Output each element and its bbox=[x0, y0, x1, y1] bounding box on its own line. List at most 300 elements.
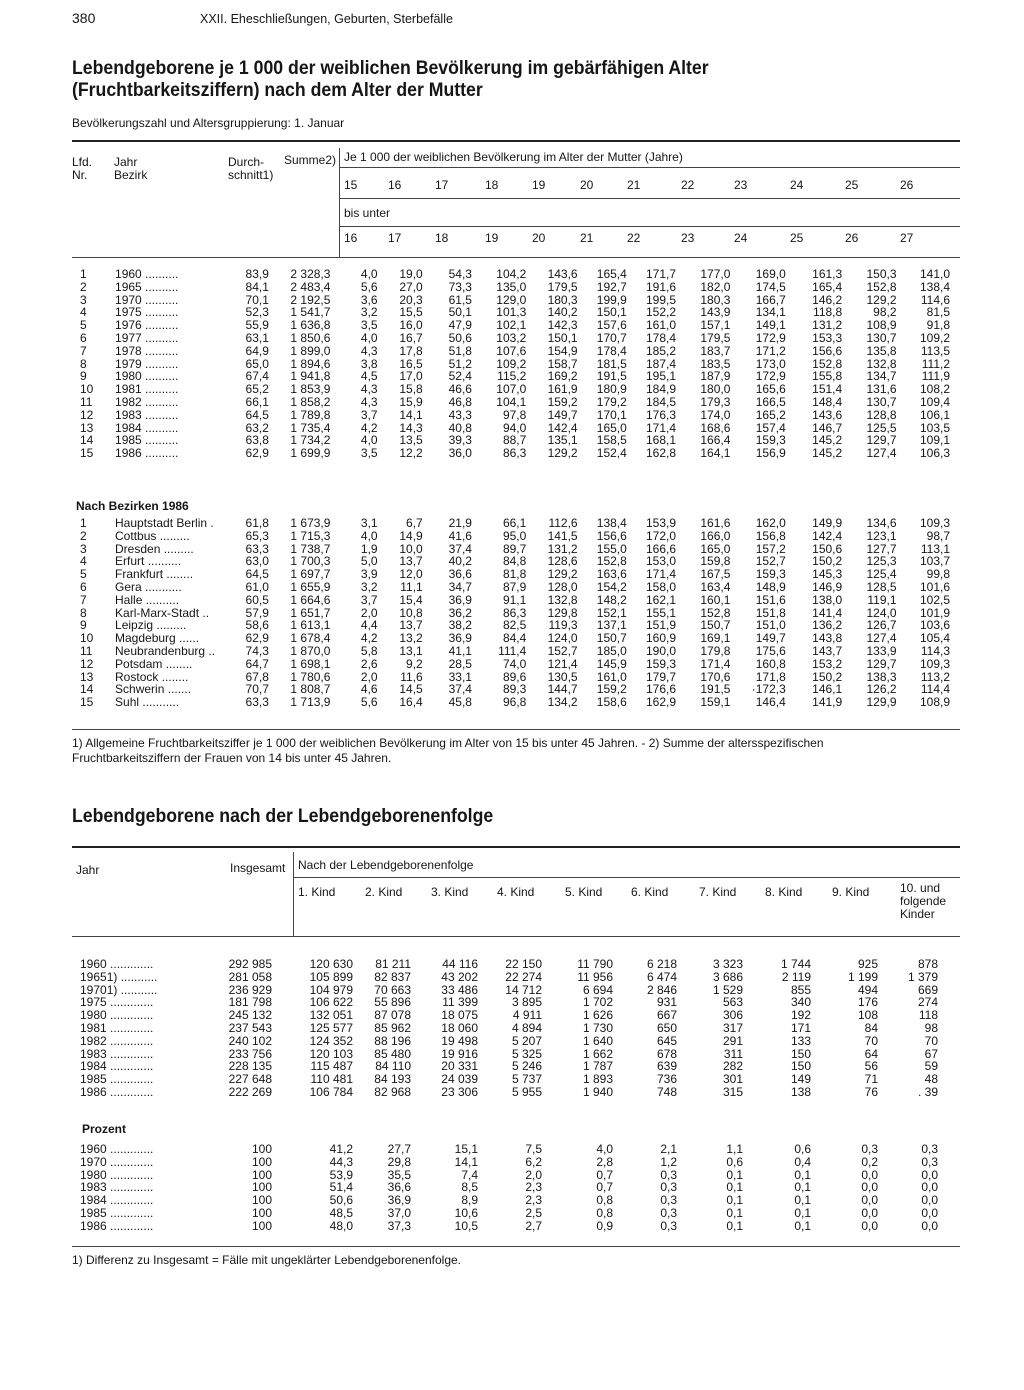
cell-value: 5 737 bbox=[511, 1072, 542, 1087]
cell-value: 138 bbox=[790, 1084, 811, 1099]
age-header-ages_from: 22 bbox=[681, 178, 695, 192]
cell-value: 165,0 bbox=[596, 420, 627, 435]
cell-value: 149 bbox=[790, 1072, 811, 1087]
cell-value: 4,4 bbox=[360, 618, 378, 633]
cell-value: 292 985 bbox=[228, 957, 272, 971]
cell-value: 124,0 bbox=[866, 605, 897, 620]
cell-value: 138,4 bbox=[919, 279, 950, 294]
age-header-ages_to: 26 bbox=[845, 231, 859, 245]
cell-value: 152,8 bbox=[866, 279, 897, 294]
age-header-ages_from: 26 bbox=[900, 178, 914, 192]
cell-value: 178,4 bbox=[646, 330, 677, 345]
cell-value: 0,7 bbox=[596, 1167, 613, 1182]
cell-value: 152,8 bbox=[700, 605, 731, 620]
cell-value: 128,0 bbox=[547, 579, 578, 594]
cell-value: 22 274 bbox=[505, 969, 542, 984]
cell-value: 161,0 bbox=[596, 669, 627, 684]
cell-value: 70 bbox=[924, 1033, 938, 1048]
cell-value: 100 bbox=[251, 1167, 272, 1182]
cell-value: 162,9 bbox=[646, 695, 677, 710]
cell-value: 149,7 bbox=[755, 631, 786, 646]
age-group-divider bbox=[339, 148, 340, 258]
cell-value: 141,0 bbox=[919, 267, 950, 281]
cell-value: 2,0 bbox=[525, 1167, 542, 1182]
cell-value: 5 207 bbox=[511, 1033, 542, 1048]
cell-value: 2 119 bbox=[781, 969, 811, 984]
cell-value: 95,0 bbox=[502, 528, 527, 543]
cell-value: 151,8 bbox=[755, 605, 786, 620]
t2-group-rule bbox=[294, 877, 960, 878]
row-label: 1985 ............. bbox=[80, 1072, 154, 1087]
cell-value: 10,6 bbox=[454, 1205, 478, 1220]
cell-value: 140,2 bbox=[547, 305, 578, 320]
cell-value: 138,0 bbox=[812, 592, 843, 607]
cell-value: 179,5 bbox=[547, 279, 578, 294]
cell-value: 87,9 bbox=[502, 579, 527, 594]
cell-value: 176 bbox=[857, 995, 878, 1010]
cell-value: 98,2 bbox=[873, 305, 897, 320]
row-number: 15 bbox=[80, 446, 94, 461]
cell-value: 101,6 bbox=[919, 579, 950, 594]
cell-value: 135,1 bbox=[547, 433, 578, 448]
table1-bottom-rule bbox=[72, 729, 960, 730]
cell-value: 41,1 bbox=[448, 643, 472, 658]
cell-value: 126,7 bbox=[866, 618, 897, 633]
cell-value: 128,8 bbox=[866, 407, 897, 422]
cell-value: 150,7 bbox=[596, 631, 627, 646]
cell-value: 170,1 bbox=[596, 407, 627, 422]
table-row bbox=[72, 530, 950, 543]
row-label: Suhl ........... bbox=[115, 695, 180, 710]
cell-value: 167,5 bbox=[700, 567, 731, 582]
cell-value: 161,3 bbox=[812, 267, 843, 281]
cell-value: 151,0 bbox=[755, 618, 786, 633]
cell-value: 180,9 bbox=[596, 382, 627, 397]
cell-value: 84,4 bbox=[502, 631, 527, 646]
cell-value: 56 bbox=[864, 1059, 878, 1074]
age-header-ages_from: 19 bbox=[532, 178, 546, 192]
cell-value: 45,8 bbox=[448, 695, 472, 710]
cell-value: 195,1 bbox=[646, 369, 677, 384]
cell-value: 0,3 bbox=[660, 1218, 677, 1233]
row-label: 19651) ........... bbox=[80, 969, 158, 984]
cell-value: 0,8 bbox=[596, 1193, 613, 1208]
cell-value: 165,6 bbox=[755, 382, 786, 397]
cell-value: 109,2 bbox=[919, 330, 950, 345]
section-bezirke: Nach Bezirken 1986 bbox=[76, 499, 189, 513]
row-label: 1981 .......... bbox=[115, 382, 179, 397]
cell-value: 132 051 bbox=[309, 1008, 353, 1023]
cell-value: 67,4 bbox=[245, 369, 269, 384]
cell-value: 171,7 bbox=[646, 267, 677, 281]
cell-value: 100 bbox=[251, 1205, 272, 1220]
cell-value: 180,0 bbox=[700, 382, 731, 397]
cell-value: 100 bbox=[251, 1193, 272, 1208]
age-header-ages_to: 22 bbox=[627, 231, 641, 245]
cell-value: 191,6 bbox=[646, 279, 677, 294]
table-row bbox=[72, 581, 950, 594]
cell-value: 37,3 bbox=[387, 1218, 411, 1233]
cell-value: 74,3 bbox=[245, 643, 269, 658]
cell-value: 152,2 bbox=[646, 305, 677, 320]
cell-value: 162,1 bbox=[646, 592, 677, 607]
age-group-header: Je 1 000 der weiblichen Bevölkerung im Alter der Mutter (Jahre) bbox=[344, 150, 683, 164]
cell-value: 1 735,4 bbox=[290, 420, 331, 435]
cell-value: 2,3 bbox=[525, 1193, 542, 1208]
cell-value: 15,4 bbox=[399, 592, 423, 607]
bis-unter-rule bbox=[340, 226, 960, 227]
cell-value: 6,2 bbox=[525, 1154, 542, 1169]
cell-value: 4,5 bbox=[360, 369, 378, 384]
row-label: 1980 .......... bbox=[115, 369, 179, 384]
cell-value: 82 837 bbox=[374, 969, 411, 984]
cell-value: 0,0 bbox=[861, 1167, 878, 1182]
row-label: Cottbus ......... bbox=[115, 528, 190, 543]
cell-value: 1 894,6 bbox=[290, 356, 331, 371]
cell-value: 2 192,5 bbox=[290, 292, 331, 307]
table-row bbox=[72, 517, 950, 530]
cell-value: 60,5 bbox=[245, 592, 269, 607]
cell-value: 650 bbox=[656, 1020, 677, 1035]
cell-value: 50,6 bbox=[329, 1193, 353, 1208]
cell-value: 65,3 bbox=[245, 528, 269, 543]
row-label: 1960 ............. bbox=[80, 1142, 154, 1156]
cell-value: 161,0 bbox=[646, 318, 677, 333]
table1-header-rule bbox=[72, 257, 960, 258]
cell-value: 104,2 bbox=[496, 267, 527, 281]
cell-value: 1 664,6 bbox=[290, 592, 331, 607]
cell-value: 179,2 bbox=[596, 394, 627, 409]
cell-value: 645 bbox=[656, 1033, 677, 1048]
cell-value: 3,2 bbox=[360, 579, 378, 594]
cell-value: 14,5 bbox=[399, 682, 423, 697]
row-label: 1982 .......... bbox=[115, 394, 179, 409]
cell-value: 0,1 bbox=[726, 1205, 743, 1220]
cell-value: 0,2 bbox=[861, 1154, 878, 1169]
cell-value: 178,4 bbox=[596, 343, 627, 358]
cell-value: 17,0 bbox=[399, 369, 423, 384]
cell-value: 168,6 bbox=[700, 420, 731, 435]
cell-value: 130,7 bbox=[866, 330, 897, 345]
cell-value: 113,1 bbox=[920, 541, 950, 556]
table-row bbox=[80, 1143, 938, 1156]
kind-header: 9. Kind bbox=[832, 885, 870, 899]
cell-value: 61,5 bbox=[448, 292, 472, 307]
cell-value: 6 694 bbox=[582, 982, 613, 997]
row-label: 1984 .......... bbox=[115, 420, 179, 435]
age-header-ages_from: 17 bbox=[435, 178, 449, 192]
cell-value: 153,2 bbox=[812, 656, 843, 671]
row-label: 1983 ............. bbox=[80, 1180, 154, 1195]
cell-value: 143,7 bbox=[812, 643, 843, 658]
cell-value: 171,4 bbox=[646, 420, 677, 435]
cell-value: 2 846 bbox=[646, 982, 677, 997]
table1-footnote-line2: Fruchtbarkeitsziffern der Frauen von 14 bis unter 45 Jahren. bbox=[72, 751, 392, 765]
page-number: 380 bbox=[72, 10, 96, 26]
cell-value: 150,2 bbox=[812, 669, 843, 684]
cell-value: 85 480 bbox=[374, 1046, 411, 1061]
row-number: 2 bbox=[80, 528, 87, 543]
cell-value: 134,2 bbox=[547, 695, 578, 710]
cell-value: 0,3 bbox=[921, 1154, 938, 1169]
cell-value: 103,5 bbox=[919, 420, 950, 435]
cell-value: 61,0 bbox=[245, 579, 269, 594]
table-row bbox=[72, 645, 950, 658]
row-label: 1965 .......... bbox=[115, 279, 179, 294]
row-number: 5 bbox=[80, 567, 87, 582]
cell-value: 119,3 bbox=[548, 618, 578, 633]
cell-value: 157,6 bbox=[596, 318, 627, 333]
cell-value: 36,6 bbox=[387, 1180, 411, 1195]
cell-value: 1,9 bbox=[360, 541, 378, 556]
cell-value: 134,7 bbox=[866, 369, 897, 384]
table-row bbox=[72, 396, 950, 409]
cell-value: 228 135 bbox=[228, 1059, 272, 1074]
cell-value: 317 bbox=[722, 1020, 743, 1035]
cell-value: 3,5 bbox=[360, 318, 378, 333]
row-number: 8 bbox=[80, 605, 87, 620]
cell-value: 667 bbox=[656, 1008, 677, 1023]
cell-value: 191,5 bbox=[596, 369, 627, 384]
cell-value: 0,3 bbox=[660, 1180, 677, 1195]
table-row bbox=[72, 281, 950, 294]
cell-value: 1 651,7 bbox=[290, 605, 331, 620]
cell-value: 132,8 bbox=[547, 592, 578, 607]
table-row bbox=[72, 696, 950, 709]
row-number: 1 bbox=[80, 267, 87, 281]
cell-value: 306 bbox=[722, 1008, 743, 1023]
cell-value: 0,0 bbox=[921, 1218, 938, 1233]
cell-value: 1 715,3 bbox=[290, 528, 331, 543]
cell-value: 40,2 bbox=[448, 554, 472, 569]
cell-value: 184,9 bbox=[646, 382, 677, 397]
cell-value: 171,4 bbox=[700, 656, 731, 671]
cell-value: 1 780,6 bbox=[290, 669, 331, 684]
cell-value: 146,1 bbox=[812, 682, 843, 697]
cell-value: 168,1 bbox=[646, 433, 677, 448]
cell-value: 156,6 bbox=[596, 528, 627, 543]
cell-value: 152,7 bbox=[755, 554, 786, 569]
cell-value: 1 734,2 bbox=[290, 433, 331, 448]
cell-value: 0,0 bbox=[921, 1193, 938, 1208]
cell-value: 145,9 bbox=[596, 656, 627, 671]
cell-value: 160,1 bbox=[700, 592, 731, 607]
row-label: 1984 ............. bbox=[80, 1193, 154, 1208]
cell-value: 160,8 bbox=[755, 656, 786, 671]
cell-value: 84,1 bbox=[245, 279, 269, 294]
cell-value: 37,4 bbox=[448, 682, 472, 697]
row-label: 1981 ............. bbox=[80, 1020, 154, 1035]
row-number: 5 bbox=[80, 318, 87, 333]
cell-value: 134,6 bbox=[866, 516, 897, 530]
cell-value: 0,1 bbox=[726, 1180, 743, 1195]
cell-value: 2,7 bbox=[525, 1218, 542, 1233]
cell-value: 1 730 bbox=[582, 1020, 613, 1035]
row-label: 1983 .......... bbox=[115, 407, 179, 422]
row-label: Magdeburg ...... bbox=[115, 631, 200, 646]
cell-value: 1 858,2 bbox=[290, 394, 331, 409]
cell-value: 0,1 bbox=[794, 1193, 811, 1208]
cell-value: 163,4 bbox=[700, 579, 731, 594]
row-label: Neubrandenburg .. bbox=[115, 643, 216, 658]
section-prozent: Prozent bbox=[82, 1122, 127, 1136]
t2-col-last-3: Kinder bbox=[900, 907, 935, 921]
cell-value: 1,1 bbox=[726, 1142, 743, 1156]
cell-value: 0,0 bbox=[921, 1180, 938, 1195]
row-label: 1985 ............. bbox=[80, 1205, 154, 1220]
row-number: 11 bbox=[80, 643, 93, 658]
cell-value: 106 622 bbox=[309, 995, 353, 1010]
cell-value: 50,6 bbox=[448, 330, 472, 345]
row-number: 2 bbox=[80, 279, 87, 294]
cell-value: 135,0 bbox=[496, 279, 527, 294]
cell-value: 150,2 bbox=[812, 554, 843, 569]
cell-value: 173,0 bbox=[755, 356, 786, 371]
cell-value: 114,3 bbox=[920, 643, 950, 658]
cell-value: 130,7 bbox=[866, 394, 897, 409]
cell-value: 157,2 bbox=[755, 541, 786, 556]
cell-value: 22 150 bbox=[505, 957, 542, 971]
row-number: 9 bbox=[80, 618, 87, 633]
cell-value: 100 bbox=[251, 1154, 272, 1169]
cell-value: 161,9 bbox=[547, 382, 578, 397]
row-label: Leipzig ......... bbox=[115, 618, 187, 633]
row-label: 19701) ........... bbox=[80, 982, 158, 997]
cell-value: 76 bbox=[864, 1084, 878, 1099]
cell-value: 13,7 bbox=[399, 554, 423, 569]
row-number: 3 bbox=[80, 541, 87, 556]
row-number: 14 bbox=[80, 433, 94, 448]
cell-value: 3,5 bbox=[360, 446, 378, 461]
cell-value: 165,2 bbox=[755, 407, 786, 422]
row-number: 13 bbox=[80, 420, 94, 435]
cell-value: 85 962 bbox=[374, 1020, 411, 1035]
age-header-ages_to: 21 bbox=[580, 231, 594, 245]
cell-value: 18 060 bbox=[441, 1020, 478, 1035]
cell-value: 44,3 bbox=[329, 1154, 353, 1169]
col-lfd: Lfd. bbox=[72, 155, 93, 169]
cell-value: 183,7 bbox=[700, 343, 731, 358]
cell-value: 149,9 bbox=[812, 516, 843, 530]
cell-value: 63,2 bbox=[245, 420, 269, 435]
cell-value: 125,4 bbox=[866, 567, 897, 582]
kind-header: 4. Kind bbox=[497, 885, 535, 899]
cell-value: 156,6 bbox=[812, 343, 843, 358]
cell-value: 17,8 bbox=[399, 343, 423, 358]
cell-value: 107,6 bbox=[496, 343, 527, 358]
cell-value: 0,3 bbox=[660, 1193, 677, 1208]
cell-value: 136,2 bbox=[812, 618, 843, 633]
cell-value: 171,4 bbox=[646, 567, 677, 582]
row-number: 14 bbox=[80, 682, 94, 697]
cell-value: 46,6 bbox=[448, 382, 472, 397]
age-header-ages_to: 18 bbox=[435, 231, 449, 245]
cell-value: 0,3 bbox=[660, 1205, 677, 1220]
cell-value: 0,9 bbox=[596, 1218, 613, 1233]
cell-value: 13,5 bbox=[399, 433, 423, 448]
cell-value: 165,4 bbox=[596, 267, 627, 281]
cell-value: 146,7 bbox=[812, 420, 843, 435]
cell-value: 149,1 bbox=[755, 318, 786, 333]
cell-value: 0,0 bbox=[861, 1180, 878, 1195]
cell-value: 0,1 bbox=[726, 1193, 743, 1208]
cell-value: 159,1 bbox=[700, 695, 731, 710]
table-row bbox=[72, 268, 950, 281]
row-label: 1976 .......... bbox=[115, 318, 179, 333]
cell-value: 89,6 bbox=[502, 669, 527, 684]
cell-value: 39,3 bbox=[448, 433, 472, 448]
cell-value: 104,1 bbox=[496, 394, 527, 409]
cell-value: 6 474 bbox=[646, 969, 677, 984]
cell-value: 301 bbox=[722, 1072, 743, 1087]
cell-value: 83,9 bbox=[245, 267, 269, 281]
cell-value: 64 bbox=[864, 1046, 878, 1061]
cell-value: 53,9 bbox=[329, 1167, 353, 1182]
cell-value: 128,6 bbox=[547, 554, 578, 569]
cell-value: 3,8 bbox=[360, 356, 378, 371]
cell-value: 43,3 bbox=[448, 407, 472, 422]
cell-value: 87 078 bbox=[374, 1008, 411, 1023]
cell-value: 88,7 bbox=[502, 433, 527, 448]
cell-value: 33 486 bbox=[441, 982, 478, 997]
cell-value: 175,6 bbox=[755, 643, 786, 658]
row-number: 13 bbox=[80, 669, 94, 684]
col-schnitt: schnitt1) bbox=[228, 168, 274, 182]
cell-value: 191,5 bbox=[700, 682, 731, 697]
cell-value: 494 bbox=[857, 982, 878, 997]
row-label: Halle .......... bbox=[115, 592, 180, 607]
cell-value: 855 bbox=[790, 982, 811, 997]
cell-value: 11 790 bbox=[577, 957, 613, 971]
cell-value: 143,6 bbox=[547, 267, 578, 281]
table-row bbox=[72, 332, 950, 345]
cell-value: 155,1 bbox=[646, 605, 677, 620]
kind-header: 1. Kind bbox=[298, 885, 336, 899]
cell-value: 179,3 bbox=[700, 394, 731, 409]
cell-value: 1 893 bbox=[582, 1072, 613, 1087]
cell-value: 19 498 bbox=[441, 1033, 478, 1048]
cell-value: 245 132 bbox=[228, 1008, 272, 1023]
row-number: 7 bbox=[80, 592, 87, 607]
cell-value: 70,7 bbox=[245, 682, 269, 697]
row-number: 4 bbox=[80, 305, 87, 320]
cell-value: 184,5 bbox=[646, 394, 677, 409]
t2-col-last-1: 10. und bbox=[900, 881, 941, 895]
cell-value: 169,0 bbox=[755, 267, 786, 281]
cell-value: 1 379 bbox=[907, 969, 938, 984]
table2-absolute-table bbox=[80, 958, 938, 1099]
cell-value: 62,9 bbox=[245, 631, 269, 646]
cell-value: 10,0 bbox=[399, 541, 423, 556]
age-header-ages_from: 18 bbox=[485, 178, 499, 192]
cell-value: 19,0 bbox=[399, 267, 423, 281]
col-nr: Nr. bbox=[72, 168, 88, 182]
cell-value: 162,8 bbox=[646, 446, 677, 461]
cell-value: 236 929 bbox=[228, 982, 272, 997]
cell-value: 127,7 bbox=[866, 541, 897, 556]
cell-value: 145,2 bbox=[812, 433, 843, 448]
cell-value: 65,2 bbox=[245, 382, 269, 397]
row-number: 7 bbox=[80, 343, 87, 358]
cell-value: 37,4 bbox=[448, 541, 472, 556]
cell-value: 162,0 bbox=[755, 516, 786, 530]
kind-header: 3. Kind bbox=[431, 885, 469, 899]
table1-title-line2: (Fruchtbarkeitsziffern) nach dem Alter der Mutter bbox=[72, 80, 483, 101]
table1-subtitle: Bevölkerungszahl und Altersgruppierung: 1. Januar bbox=[72, 116, 345, 130]
cell-value: 152,1 bbox=[596, 605, 627, 620]
cell-value: 282 bbox=[722, 1059, 743, 1074]
row-label: 1984 ............. bbox=[80, 1059, 154, 1074]
